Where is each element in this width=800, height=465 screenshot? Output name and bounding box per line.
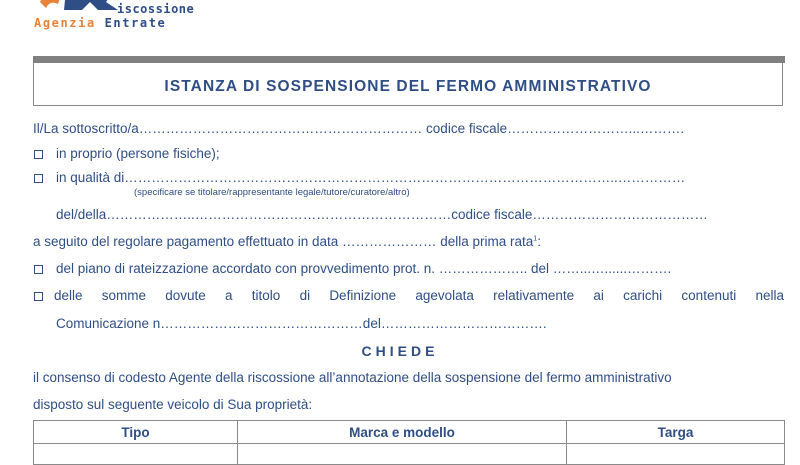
somme-word: somme <box>101 288 147 303</box>
sottoscritto-line: Il/La sottoscritto/a……………………………………………………… codice fiscale………………………...………. <box>33 121 685 136</box>
checkbox-in-qualita[interactable] <box>34 174 43 183</box>
table-header-marca-modello: Marca e modello <box>238 421 567 444</box>
cell-marca-modello[interactable] <box>238 444 567 465</box>
document-title: ISTANZA DI SOSPENSIONE DEL FERMO AMMINISTRATIVO <box>164 78 652 95</box>
logo-mark-icon <box>36 0 122 10</box>
label-somme-dovute <box>54 288 784 303</box>
checkbox-somme-dovute[interactable] <box>34 292 43 301</box>
vehicle-table <box>33 420 785 465</box>
somme-word: titolo <box>251 288 281 303</box>
label-in-proprio: in proprio (persone fisiche); <box>56 146 220 161</box>
table-row <box>34 444 785 465</box>
title-top-bar <box>33 56 785 63</box>
consenso-line-2: disposto sul seguente veicolo di Sua proprietà: <box>33 397 313 412</box>
cell-targa[interactable] <box>567 444 785 465</box>
somme-word: a <box>225 288 233 303</box>
label-piano-rateizzazione: del piano di rateizzazione accordato con provvedimento prot. n. ……………….. del ……...…......………. <box>56 261 672 276</box>
vehicle-table-header-row <box>34 421 785 444</box>
title-box <box>33 63 783 106</box>
logo-text-riscossione: iscossione <box>117 2 195 16</box>
somme-word: contenuti <box>681 288 737 303</box>
logo-text-agenzia: Agenzia Entrate <box>34 16 167 30</box>
somme-word: dovute <box>165 288 206 303</box>
checkbox-in-proprio[interactable] <box>34 150 43 159</box>
agenzia-logo <box>0 0 240 32</box>
table-header-targa: Targa <box>567 421 785 444</box>
somme-word: delle <box>54 288 83 303</box>
somme-word: agevolata <box>415 288 474 303</box>
somme-word: carichi <box>623 288 663 303</box>
somme-word: ai <box>593 288 604 303</box>
table-header-tipo: Tipo <box>34 421 238 444</box>
chiede-heading: CHIEDE <box>361 343 439 359</box>
qualita-hint: (specificare se titolare/rappresentante legale/tutore/curatore/altro) <box>134 187 410 198</box>
checkbox-piano-rateizzazione[interactable] <box>34 265 43 274</box>
somme-word: Definizione <box>329 288 397 303</box>
cell-tipo[interactable] <box>34 444 238 465</box>
comunicazione-line: Comunicazione n………………………………………del………………………………. <box>56 316 547 331</box>
consenso-line-1: il consenso di codesto Agente della riscossione all’annotazione della sospensione del fermo amministrativo <box>33 370 672 385</box>
seguito-line: a seguito del regolare pagamento effettuato in data ………………… della prima rata$^1$: <box>33 234 541 249</box>
della-line: del/della………………..…………………………………………………codice fiscale………………………………… <box>56 207 708 222</box>
somme-word: relativamente <box>493 288 575 303</box>
label-in-qualita: in qualità di………………………………………………………………………………………………..…………… <box>56 170 686 185</box>
somme-word: di <box>299 288 311 303</box>
somme-word: nella <box>755 288 784 303</box>
